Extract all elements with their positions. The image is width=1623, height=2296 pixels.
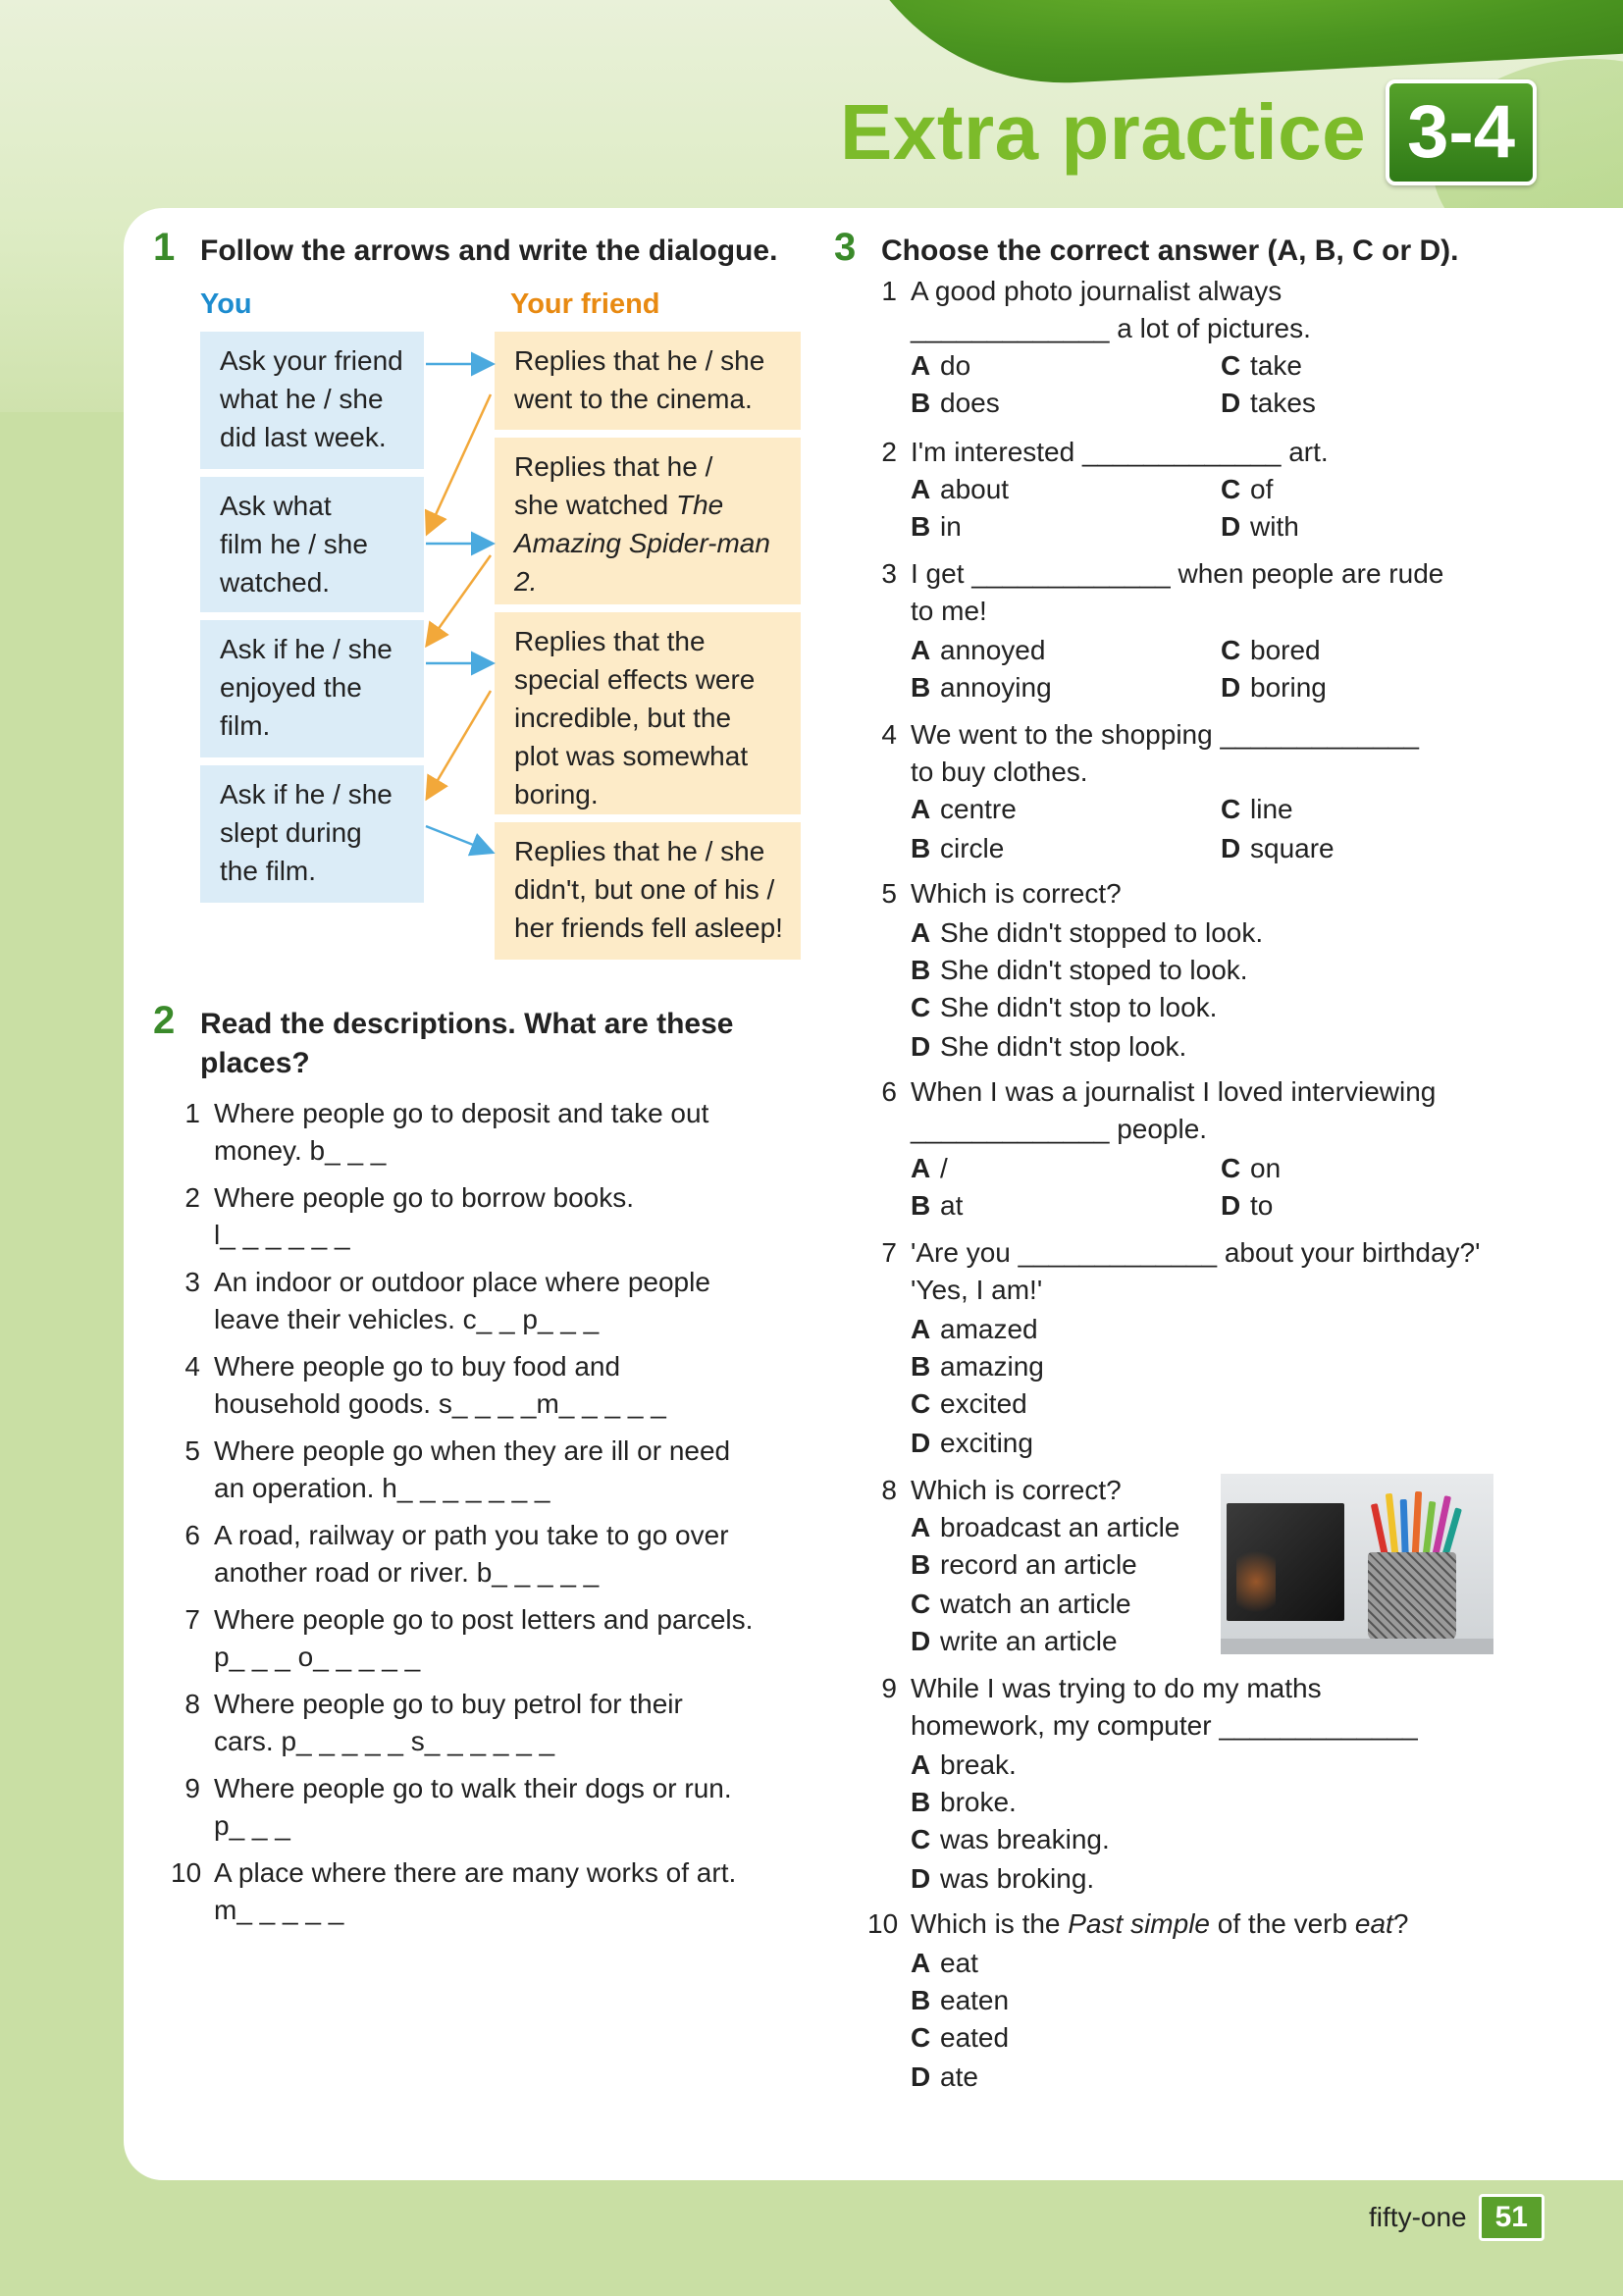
question-text: to me! [911, 596, 987, 626]
item-text: Where people go to deposit and take out [214, 1098, 709, 1128]
item-text: Where people go to borrow books. [214, 1182, 635, 1213]
question-number: 1 [881, 276, 897, 306]
box-line [514, 562, 801, 600]
question-text: _____________ a lot of pictures. [911, 313, 1311, 343]
option-d[interactable]: D She didn't stop look. [911, 1031, 1187, 1062]
you-box-3 [200, 620, 424, 757]
monitor-image [1227, 1503, 1344, 1621]
option-a[interactable]: A break. [911, 1749, 1017, 1780]
box-line: Replies that he / she [514, 345, 765, 376]
page-title [840, 78, 1537, 186]
question-number: 10 [867, 1908, 899, 1939]
question-text: I get _____________ when people are rude [911, 558, 1444, 589]
item-text: Where people go to walk their dogs or run. [214, 1773, 732, 1803]
option-d[interactable]: D to [1221, 1190, 1274, 1221]
option-a[interactable]: A do [911, 350, 971, 381]
box-line: Replies that the [514, 626, 706, 656]
box-line: what he / she [220, 384, 384, 414]
item-answer: l_ _ _ _ _ _ [214, 1220, 350, 1250]
option-c[interactable]: C bored [1221, 635, 1321, 665]
question-text: Which is correct? [911, 1475, 1122, 1505]
item-text: Where people go to buy food and [214, 1351, 621, 1382]
ex2-title-line: Read the descriptions. What are these [200, 1008, 734, 1040]
ex1-number: 1 [153, 226, 176, 269]
option-c[interactable]: C of [1221, 474, 1274, 504]
title-text: Extra practice [839, 88, 1367, 176]
box-line: enjoyed the [220, 672, 362, 703]
friend-column-label: Your friend [510, 288, 660, 320]
page-footer [1369, 2194, 1544, 2241]
question-number: 7 [881, 1237, 897, 1268]
unit-badge: 3-4 [1386, 79, 1537, 185]
item-text: An indoor or outdoor place where people [214, 1267, 710, 1297]
question-text: We went to the shopping _____________ [911, 719, 1419, 750]
item-answer: money. b_ _ _ [214, 1135, 387, 1166]
page-number-badge: 51 [1479, 2194, 1544, 2241]
option-c[interactable]: C line [1221, 794, 1293, 824]
box-line: incredible, but the [514, 703, 732, 733]
question-text: 'Yes, I am!' [911, 1275, 1043, 1305]
box-line: Ask your friend [220, 345, 403, 376]
option-b[interactable]: B at [911, 1190, 964, 1221]
box-line: watched. [220, 567, 331, 598]
box-line: plot was somewhat [514, 741, 749, 771]
item-text: Where people go to buy petrol for their [214, 1689, 683, 1719]
item-text: A road, railway or path you take to go over [214, 1520, 729, 1550]
option-b[interactable]: B annoying [911, 672, 1052, 703]
option-d[interactable]: D was broking. [911, 1863, 1095, 1894]
friend-box-1 [495, 332, 801, 430]
box-line: did last week. [220, 422, 387, 452]
friend-box-4 [495, 822, 801, 960]
item-number: 4 [184, 1351, 200, 1382]
you-box-4 [200, 765, 424, 903]
question-text: Which is the Past simple of the verb eat? [911, 1908, 1409, 1939]
ex3-number: 3 [834, 226, 857, 269]
box-line: film he / she [220, 529, 368, 559]
item-number: 10 [171, 1857, 202, 1888]
option-a[interactable]: A She didn't stopped to look. [911, 917, 1264, 948]
box-line: Ask if he / she [220, 779, 393, 809]
question-number: 8 [881, 1475, 897, 1505]
option-b[interactable]: B amazing [911, 1351, 1044, 1382]
question-text: While I was trying to do my maths [911, 1673, 1322, 1703]
question-text: Which is correct? [911, 878, 1122, 909]
question-number: 3 [881, 558, 897, 589]
question-text: A good photo journalist always [911, 276, 1283, 306]
question-text: homework, my computer _____________ [911, 1710, 1418, 1741]
ex2-number: 2 [153, 999, 176, 1042]
box-line: film. [220, 710, 271, 741]
item-number: 5 [184, 1435, 200, 1466]
item-number: 7 [184, 1604, 200, 1635]
box-text-italic: 2. [514, 566, 538, 597]
option-a[interactable]: A centre [911, 794, 1017, 824]
question-number: 6 [881, 1076, 897, 1107]
option-b[interactable]: B eaten [911, 1985, 1010, 2015]
option-d[interactable]: D with [1221, 511, 1299, 542]
question-text: I'm interested _____________ art. [911, 437, 1329, 467]
desk-photo [1221, 1474, 1493, 1654]
item-answer: leave their vehicles. c_ _ p_ _ _ [214, 1304, 600, 1334]
item-answer: p_ _ _ o_ _ _ _ _ [214, 1642, 421, 1672]
option-b[interactable]: B broke. [911, 1787, 1017, 1817]
option-d[interactable]: D boring [1221, 672, 1327, 703]
option-b[interactable]: B She didn't stoped to look. [911, 955, 1248, 985]
item-text: A place where there are many works of art. [214, 1857, 737, 1888]
option-c[interactable]: C was breaking. [911, 1824, 1110, 1854]
item-answer: m_ _ _ _ _ [214, 1895, 344, 1925]
question-number: 5 [881, 878, 897, 909]
item-number: 3 [184, 1267, 200, 1297]
item-number: 2 [184, 1182, 200, 1213]
box-text: she watched [514, 490, 669, 520]
box-line: didn't, but one of his / [514, 874, 775, 905]
you-box-2 [200, 477, 424, 612]
box-line: the film. [220, 856, 317, 886]
ex3-title: Choose the correct answer (A, B, C or D). [881, 235, 1459, 267]
option-b[interactable]: B does [911, 388, 1000, 418]
option-c[interactable]: C on [1221, 1153, 1282, 1183]
item-answer: an operation. h_ _ _ _ _ _ _ [214, 1473, 550, 1503]
question-text: 'Are you _____________ about your birthday?' [911, 1237, 1481, 1268]
option-b[interactable]: B in [911, 511, 962, 542]
option-d[interactable]: D takes [1221, 388, 1316, 418]
option-a[interactable]: A amazed [911, 1314, 1038, 1344]
item-answer: another road or river. b_ _ _ _ _ [214, 1557, 600, 1588]
box-line: Replies that he / she [514, 836, 765, 866]
option-c[interactable]: C watch an article [911, 1589, 1131, 1619]
question-number: 4 [881, 719, 897, 750]
ex2-title-line: places? [200, 1047, 310, 1079]
box-line: boring. [514, 779, 599, 809]
item-number: 6 [184, 1520, 200, 1550]
question-number: 2 [881, 437, 897, 467]
item-text: Where people go when they are ill or need [214, 1435, 731, 1466]
option-d[interactable]: D write an article [911, 1626, 1118, 1656]
option-c[interactable]: C She didn't stop to look. [911, 992, 1218, 1022]
you-box-1 [200, 332, 424, 469]
question-text: to buy clothes. [911, 757, 1088, 787]
item-number: 9 [184, 1773, 200, 1803]
page-number-word: fifty-one [1369, 2202, 1467, 2232]
item-number: 8 [184, 1689, 200, 1719]
box-line: her friends fell asleep! [514, 913, 783, 943]
option-d[interactable]: D exciting [911, 1428, 1033, 1458]
option-a[interactable]: A annoyed [911, 635, 1046, 665]
option-d[interactable]: D square [1221, 833, 1335, 863]
question-text: When I was a journalist I loved interviewing [911, 1076, 1437, 1107]
option-c[interactable]: C excited [911, 1388, 1027, 1419]
box-line: Replies that he / [514, 451, 713, 482]
option-c[interactable]: C take [1221, 350, 1302, 381]
box-text-italic: Amazing Spider-man [514, 528, 770, 558]
friend-box-3 [495, 612, 801, 814]
box-line: Ask if he / she [220, 634, 393, 664]
option-a[interactable]: A broadcast an article [911, 1512, 1180, 1542]
question-text: _____________ people. [911, 1114, 1208, 1144]
option-a[interactable]: A / [911, 1153, 948, 1183]
option-b[interactable]: B record an article [911, 1549, 1137, 1580]
ex2-title [200, 1005, 733, 1083]
item-number: 1 [184, 1098, 200, 1128]
box-line: special effects were [514, 664, 756, 695]
item-answer: household goods. s_ _ _ _m_ _ _ _ _ [214, 1388, 666, 1419]
box-text-italic: The [676, 490, 724, 520]
box-line: went to the cinema. [514, 384, 753, 414]
question-number: 9 [881, 1673, 897, 1703]
option-d[interactable]: D ate [911, 2061, 978, 2092]
item-answer: cars. p_ _ _ _ _ s_ _ _ _ _ _ [214, 1726, 555, 1756]
you-column-label: You [200, 288, 252, 320]
option-a[interactable]: A about [911, 474, 1010, 504]
option-b[interactable]: B circle [911, 833, 1005, 863]
option-a[interactable]: A eat [911, 1948, 978, 1978]
item-text: Where people go to post letters and parcels. [214, 1604, 754, 1635]
friend-box-2 [495, 438, 801, 604]
option-c[interactable]: C eated [911, 2022, 1010, 2053]
box-line [514, 524, 801, 562]
ex1-title: Follow the arrows and write the dialogue. [200, 235, 778, 267]
item-answer: p_ _ _ [214, 1810, 290, 1841]
box-line [514, 486, 801, 524]
pencil-cup [1368, 1552, 1456, 1641]
box-line: slept during [220, 817, 362, 848]
box-line: Ask what [220, 491, 332, 521]
